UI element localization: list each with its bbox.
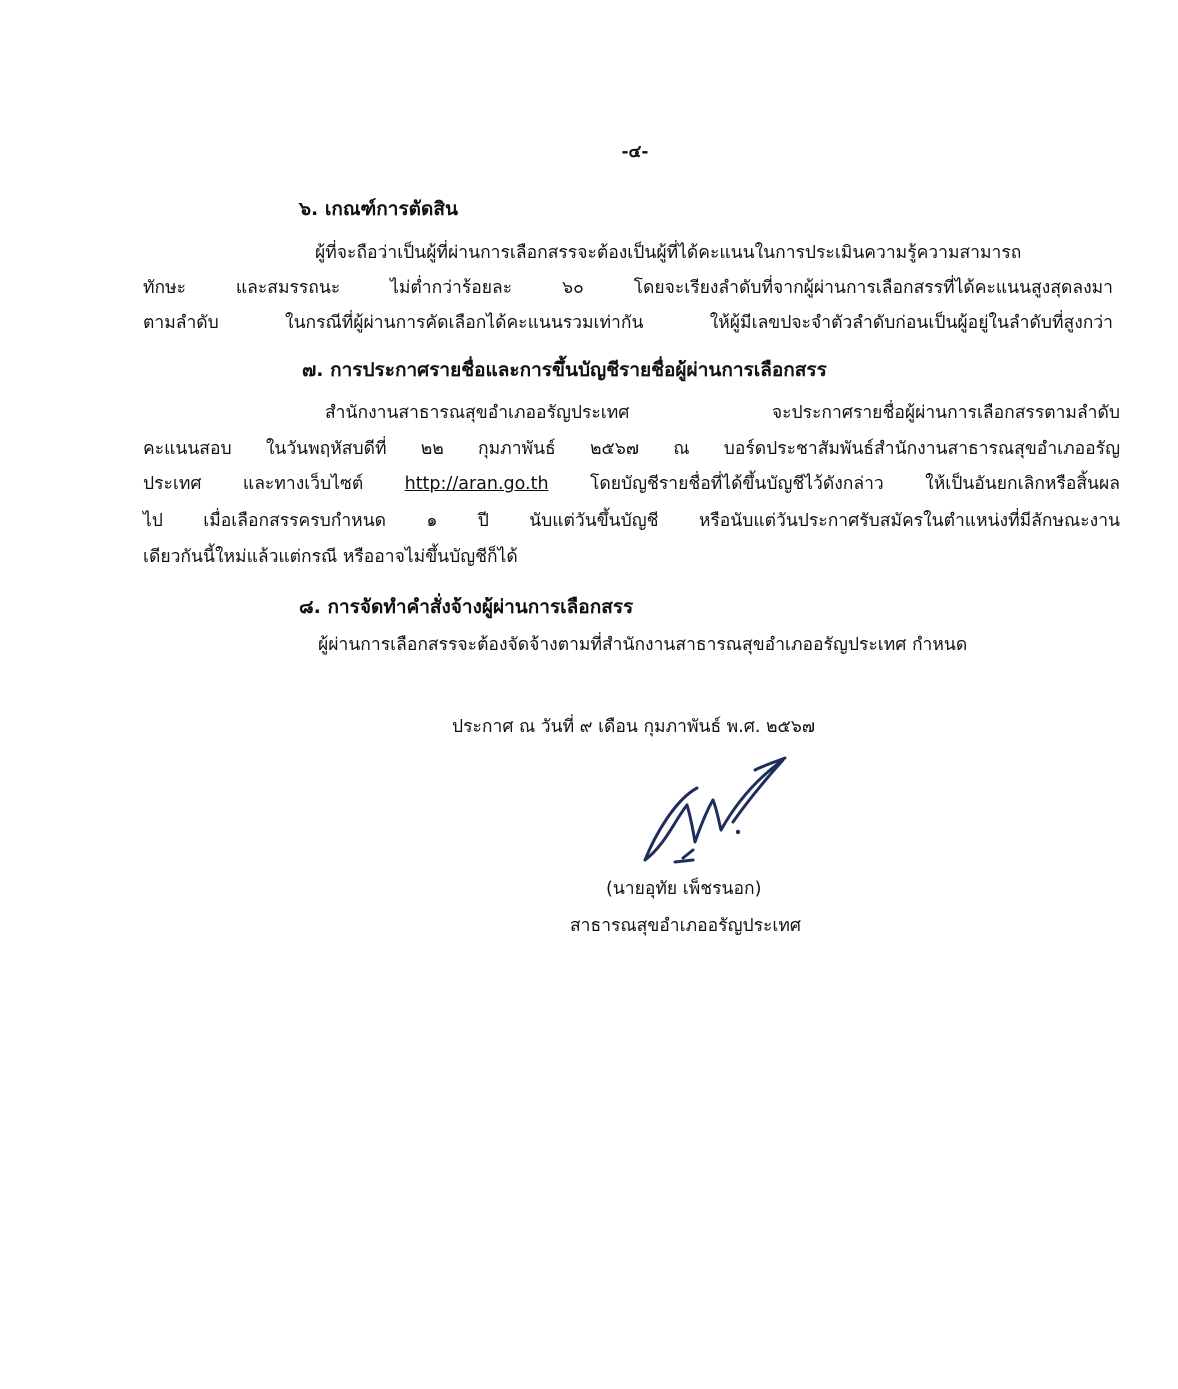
section-6-heading: ๖. เกณฑ์การตัดสิน [299,198,458,220]
page-number: -๔- [621,142,649,162]
section-7-line-3-after: โดยบัญชีรายชื่อที่ได้ขึ้นบัญชีไว้ดังกล่าว ให้เป็นอันยกเลิกหรือสิ้นผล [548,474,1120,494]
signatory-position: สาธารณสุขอำเภออรัญประเทศ [570,916,802,936]
section-7-line-5: เดียวกันนี้ใหม่แล้วแต่กรณี หรืออาจไม่ขึ้นบัญชีก็ได้ [143,547,518,567]
section-7-line-1: สำนักงานสาธารณสุขอำเภออรัญประเทศ จะประกาศรายชื่อผู้ผ่านการเลือกสรรตามลำดับ [325,403,1120,423]
section-7-line-3 [143,471,1120,497]
section-6-line-2: ทักษะ และสมรรถนะ ไม่ต่ำกว่าร้อยละ ๖๐ โดยจะเรียงลำดับที่จากผู้ผ่านการเลือกสรรที่ได้คะแนนสูงสุดลงมา [143,278,1113,298]
section-6-line-3: ตามลำดับ ในกรณีที่ผู้ผ่านการคัดเลือกได้คะแนนรวมเท่ากัน ให้ผู้มีเลขปจะจำตัวลำดับก่อนเป็นผู้อยู่ในลำดับที่สูงกว่า [143,313,1113,333]
section-7-line-2: คะแนนสอบ ในวันพฤหัสบดีที่ ๒๒ กุมภาพันธ์ ๒๕๖๗ ณ บอร์ดประชาสัมพันธ์สำนักงานสาธารณสุขอำเภออรัญ [143,439,1120,459]
handwritten-signature [635,750,805,875]
section-8-line-1: ผู้ผ่านการเลือกสรรจะต้องจัดจ้างตามที่สำนักงานสาธารณสุขอำเภออรัญประเทศ กำหนด [318,635,968,655]
section-7-heading: ๗. การประกาศรายชื่อและการขึ้นบัญชีรายชื่อผู้ผ่านการเลือกสรร [302,359,827,381]
signatory-name: (นายอุทัย เพ็ชรนอก) [606,879,762,899]
announcement-date: ประกาศ ณ วันที่ ๙ เดือน กุมภาพันธ์ พ.ศ. ๒๕๖๗ [452,717,816,737]
section-7-line-4: ไป เมื่อเลือกสรรครบกำหนด ๑ ปี นับแต่วันขึ้นบัญชี หรือนับแต่วันประกาศรับสมัครในตำแหน่งที่มีลักษณะงาน [143,511,1120,531]
section-7-line-3-before: ประเทศ และทางเว็บไซต์ [143,474,405,494]
section-8-heading: ๘. การจัดทำคำสั่งจ้างผู้ผ่านการเลือกสรร [299,596,634,618]
section-6-line-1: ผู้ที่จะถือว่าเป็นผู้ที่ผ่านการเลือกสรรจะต้องเป็นผู้ที่ได้คะแนนในการประเมินความรู้ความสามารถ [315,243,1022,263]
website-link[interactable]: http://aran.go.th [404,474,549,494]
signature-dot [736,830,740,834]
